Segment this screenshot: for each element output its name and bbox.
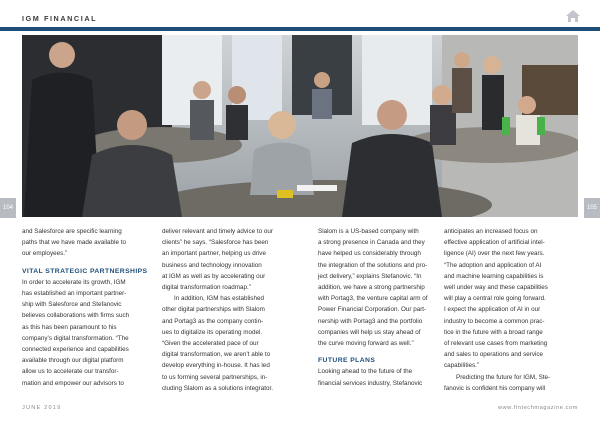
body-line: with Portag3, the venture capital arm of (318, 295, 428, 303)
body-line: ship with Salesforce and Stefanovic (22, 301, 122, 309)
body-line: I expect the application of AI in our (444, 306, 541, 314)
body-line: have helped us considerably through (318, 250, 421, 258)
meeting-photo (22, 35, 578, 217)
body-line: Slalom is a US-based company with (318, 228, 419, 235)
body-line: “Given the accelerated pace of our (162, 340, 259, 348)
body-line: tice in the future with a broad range (444, 328, 543, 336)
body-line: Looking ahead to the future of the (318, 368, 413, 376)
body-line: will play a central role going forward. (444, 295, 546, 303)
body-line: “The adoption and application of AI (444, 261, 542, 269)
body-line: industry to become a common prac- (444, 317, 545, 325)
body-line: and sales to operations and service (444, 351, 544, 359)
body-line: and Salesforce are specific learning (22, 228, 122, 235)
section-heading: VITAL STRATEGIC PARTNERSHIPS (22, 267, 148, 275)
body-line: Power Financial Corporation. Our part- (318, 306, 427, 314)
body-line: ject delivery,” explains Stefanovic. “In (318, 272, 422, 280)
body-line: of relevant use cases from marketing (444, 340, 548, 348)
body-line: digital transformation, we aren’t able to (162, 351, 271, 359)
body-line: mation and empower our advisors to (22, 379, 124, 387)
body-line: digital transformation roadmap.” (162, 284, 251, 292)
column-2 (162, 226, 296, 394)
body-line: other digital partnerships with Slalom (162, 306, 265, 314)
body-line: connected experience and capabilities (22, 346, 129, 354)
column-4 (444, 226, 578, 394)
body-line: at IGM as well as by accelerating our (162, 272, 266, 280)
column-1 (22, 226, 156, 389)
body-line: and machine learning capabilities is (444, 272, 544, 280)
body-line: capabilities.” (444, 362, 479, 370)
body-line: deliver relevant and timely advice to our (162, 228, 273, 235)
body-line: company’s digital transformation. “The (22, 334, 129, 342)
body-line: develop everything in-house. It has led (162, 362, 270, 370)
body-line: has established an important partner- (22, 290, 127, 298)
body-line: effective application of artificial intel- (444, 239, 545, 247)
body-line: paths that we have made available to (22, 239, 126, 247)
body-line: our employees.” (22, 250, 68, 258)
body-line: In addition, IGM has established (174, 295, 264, 303)
body-line: the curve moving forward as well.” (318, 340, 414, 348)
body-line: anticipates an increased focus on (444, 228, 538, 235)
body-line: and Portag3 as the company contin- (162, 317, 264, 325)
body-line: nership with Portag3 and the portfolio (318, 317, 423, 325)
body-line: to us forming several partnerships, in- (162, 373, 268, 381)
body-line: the integration of the solutions and pro- (318, 261, 428, 269)
body-line: financial services industry, Stefanovic (318, 379, 423, 387)
body-line: In order to accelerate its growth, IGM (22, 278, 126, 286)
body-line: as this has been paramount to his (22, 323, 117, 331)
body-line: ues to digitalize its operating model. (162, 328, 263, 336)
body-line: fanovic is confident his company will (444, 384, 546, 392)
body-line: well under way and these capabilities (444, 284, 548, 292)
home-icon[interactable] (565, 9, 581, 23)
page-number-left: 104 (0, 198, 16, 218)
body-line: companies will help us stay ahead of (318, 328, 421, 336)
body-line: ligence (AI) over the next few years. (444, 250, 545, 258)
column-3 (318, 226, 452, 389)
body-line: cluding Slalom as a solutions integrator. (162, 384, 273, 392)
body-line: believes collaborations with firms such (22, 312, 130, 320)
body-line: a strong presence in Canada and they (318, 239, 425, 247)
body-line: allow us to accelerate our transfor- (22, 368, 119, 376)
body-line: an important partner, helping us drive (162, 250, 266, 258)
footer-url[interactable]: www.fintechmagazine.com (497, 405, 578, 411)
section-heading: FUTURE PLANS (318, 357, 376, 365)
body-line: available through our digital platform (22, 357, 124, 365)
body-line: Predicting the future for IGM, Ste- (456, 373, 551, 381)
header-rule (0, 27, 600, 31)
body-line: business and technology innovation (162, 261, 262, 269)
footer-date: JUNE 2019 (22, 405, 62, 411)
body-line: clients” he says. “Salesforce has been (162, 239, 269, 247)
header-label: IGM FINANCIAL (22, 14, 98, 23)
body-line: addition, we have a strong partnership (318, 284, 425, 292)
page-number-right: 105 (584, 198, 600, 218)
